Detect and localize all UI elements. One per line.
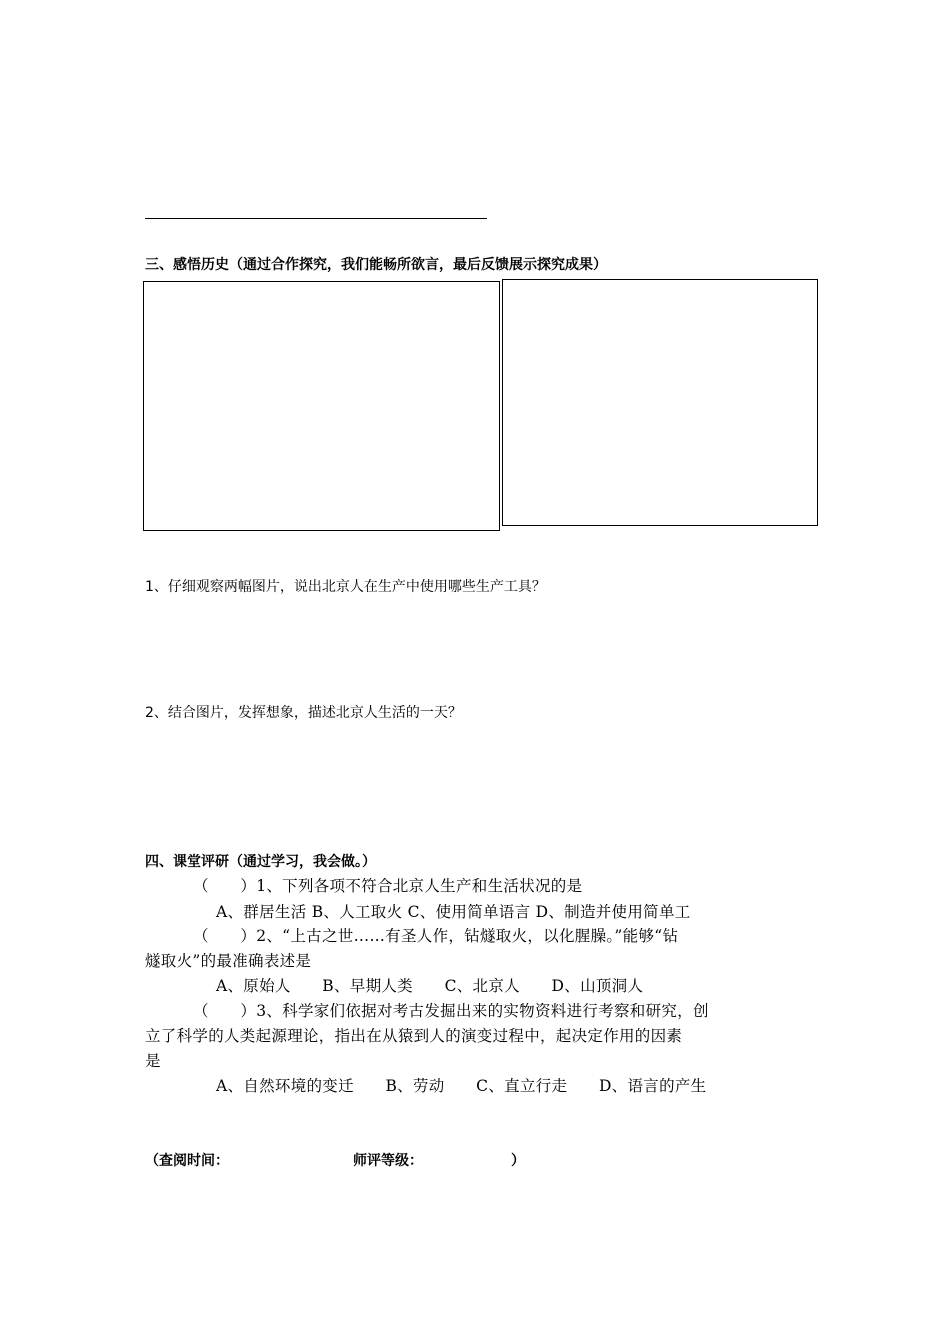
mc-question-3-line-1: （ ）3、科学家们依据对考古发掘出来的实物资料进行考察和研究，创 <box>193 1002 709 1020</box>
mc-question-3-line-2: 立了科学的人类起源理论，指出在从猿到人的演变过程中，起决定作用的因素 <box>145 1027 683 1045</box>
mc-question-3-options: A、自然环境的变迁 B、劳动 C、直立行走 D、语言的产生 <box>216 1077 707 1095</box>
image-frame-right <box>502 279 818 526</box>
top-divider-line <box>145 218 487 219</box>
mc-question-1-line-1: （ ）1、下列各项不符合北京人生产和生活状况的是 <box>193 877 583 895</box>
mc-question-1-options: A、群居生活 B、人工取火 C、使用简单语言 D、制造并使用简单工 <box>216 903 691 921</box>
mc-question-3-line-3: 是 <box>145 1052 161 1070</box>
review-time-label: （查阅时间： <box>145 1153 229 1169</box>
image-frame-left <box>143 281 500 531</box>
teacher-grade-label: 师评等级： <box>353 1153 423 1169</box>
section3-question-2: 2、结合图片，发挥想象，描述北京人生活的一天？ <box>145 705 462 721</box>
mc-question-2-line-1: （ ）2、“上古之世……有圣人作，钻燧取火，以化腥臊。”能够“钻 <box>193 927 679 945</box>
mc-question-2-options: A、原始人 B、早期人类 C、北京人 D、山顶洞人 <box>216 977 644 995</box>
mc-question-2-line-2: 燧取火”的最准确表述是 <box>145 952 312 970</box>
section3-question-1: 1、仔细观察两幅图片，说出北京人在生产中使用哪些生产工具？ <box>145 579 546 595</box>
section4-heading: 四、课堂评研（通过学习，我会做。） <box>145 854 376 870</box>
footer-close-paren: ） <box>511 1153 525 1169</box>
section3-heading: 三、感悟历史（通过合作探究，我们能畅所欲言，最后反馈展示探究成果） <box>145 257 607 273</box>
